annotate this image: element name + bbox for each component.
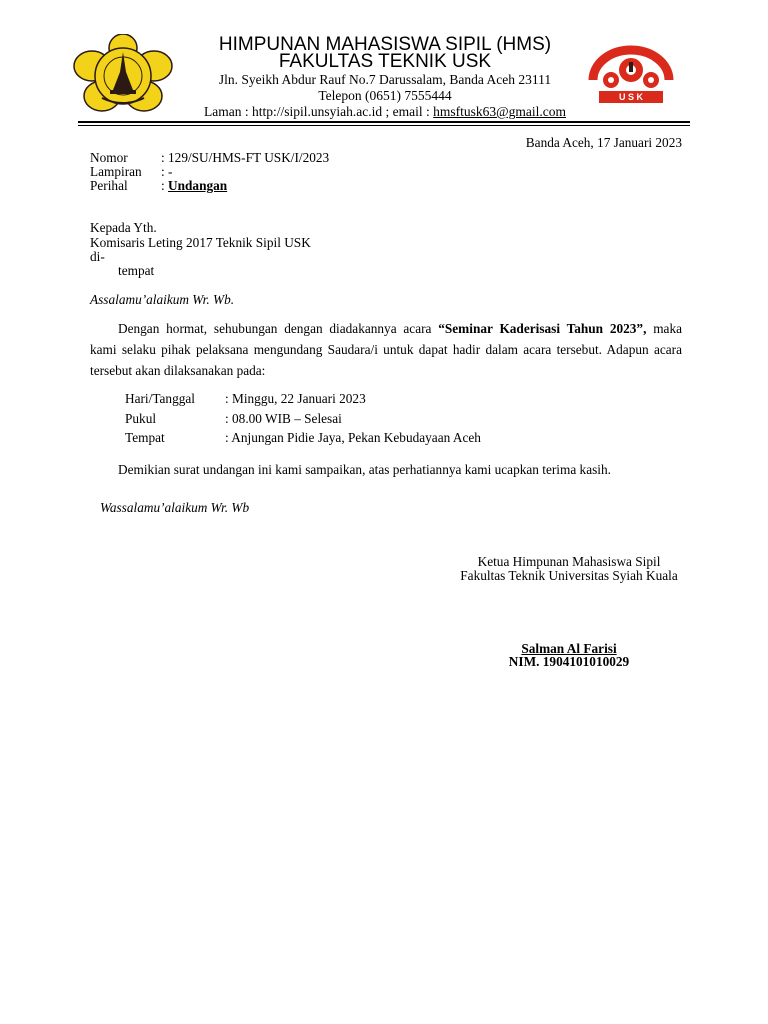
university-logo <box>72 34 174 116</box>
org-name-line2: FAKULTAS TEKNIK USK <box>278 51 492 72</box>
detail-date-value: : Minggu, 22 Januari 2023 <box>225 391 366 406</box>
signer-position-line2: Fakultas Teknik Universitas Syiah Kuala <box>460 568 678 583</box>
org-name-line1: HIMPUNAN MAHASISWA SIPIL (HMS) <box>218 34 552 55</box>
recipient-line4: tempat <box>118 263 155 278</box>
meta-attachment-value: : - <box>161 164 173 179</box>
org-email-link[interactable]: hmsftusk63@gmail.com <box>433 104 566 119</box>
detail-time-value: : 08.00 WIB – Selesai <box>225 411 342 426</box>
farewell: Wassalamu’alaikum Wr. Wb <box>100 500 250 515</box>
header-divider-thick <box>78 121 690 123</box>
detail-place-value: : Anjungan Pidie Jaya, Pekan Kebudayaan Aceh <box>225 430 481 445</box>
meta-number-label: Nomor <box>90 150 128 165</box>
subject-text: Undangan <box>168 178 228 193</box>
org-phone: Telepon (0651) 7555444 <box>318 88 452 103</box>
meta-attachment-label: Lampiran <box>90 164 142 179</box>
org-website: Laman : http://sipil.unsyiah.ac.id ; email : <box>204 104 434 119</box>
body-line3: tersebut akan dilaksanakan pada: <box>90 363 266 378</box>
org-web-email <box>160 104 610 120</box>
body-line2: kami selaku pihak pelaksana mengundang Saudara/i untuk dapat hadir dalam acara tersebut. Adapun acara <box>90 342 682 357</box>
header-divider-thin <box>78 125 690 126</box>
detail-time-label: Pukul <box>125 411 157 426</box>
closing-sentence: Demikian surat undangan ini kami sampaikan, atas perhatiannya kami ucapkan terima kasih. <box>118 462 611 477</box>
signer-position-line1: Ketua Himpunan Mahasiswa Sipil <box>477 554 661 569</box>
meta-subject-label: Perihal <box>90 178 128 193</box>
event-name: “Seminar Kaderisasi Tahun 2023”, <box>438 321 647 336</box>
hms-logo-banner: U S K <box>618 92 643 102</box>
signer-nim: NIM. 1904101010029 <box>508 654 630 669</box>
letter-date: Banda Aceh, 17 Januari 2023 <box>525 135 682 150</box>
recipient-line3: di- <box>90 249 105 264</box>
body-paragraph: Dengan hormat, sehubungan dengan diadakannya acara “Seminar Kaderisasi Tahun 2023”, maka kami selaku pihak pelaksana mengundang Saudara/i untuk dapat hadir dalam acara tersebut. Adapun acara tersebut akan dilaksanakan pada: <box>90 318 682 381</box>
recipient-line2: Komisaris Leting 2017 Teknik Sipil USK <box>90 235 311 250</box>
org-address: Jln. Syeikh Abdur Rauf No.7 Darussalam, Banda Aceh 23111 <box>218 72 552 87</box>
meta-number-value: : 129/SU/HMS-FT USK/I/2023 <box>161 150 330 165</box>
detail-place-label: Tempat <box>125 430 165 445</box>
signer-name: Salman Al Farisi <box>521 641 617 656</box>
greeting: Assalamu’alaikum Wr. Wb. <box>90 292 235 307</box>
detail-date-label: Hari/Tanggal <box>125 391 195 406</box>
meta-subject-value: : Undangan <box>161 178 228 193</box>
recipient-line1: Kepada Yth. <box>90 220 157 235</box>
